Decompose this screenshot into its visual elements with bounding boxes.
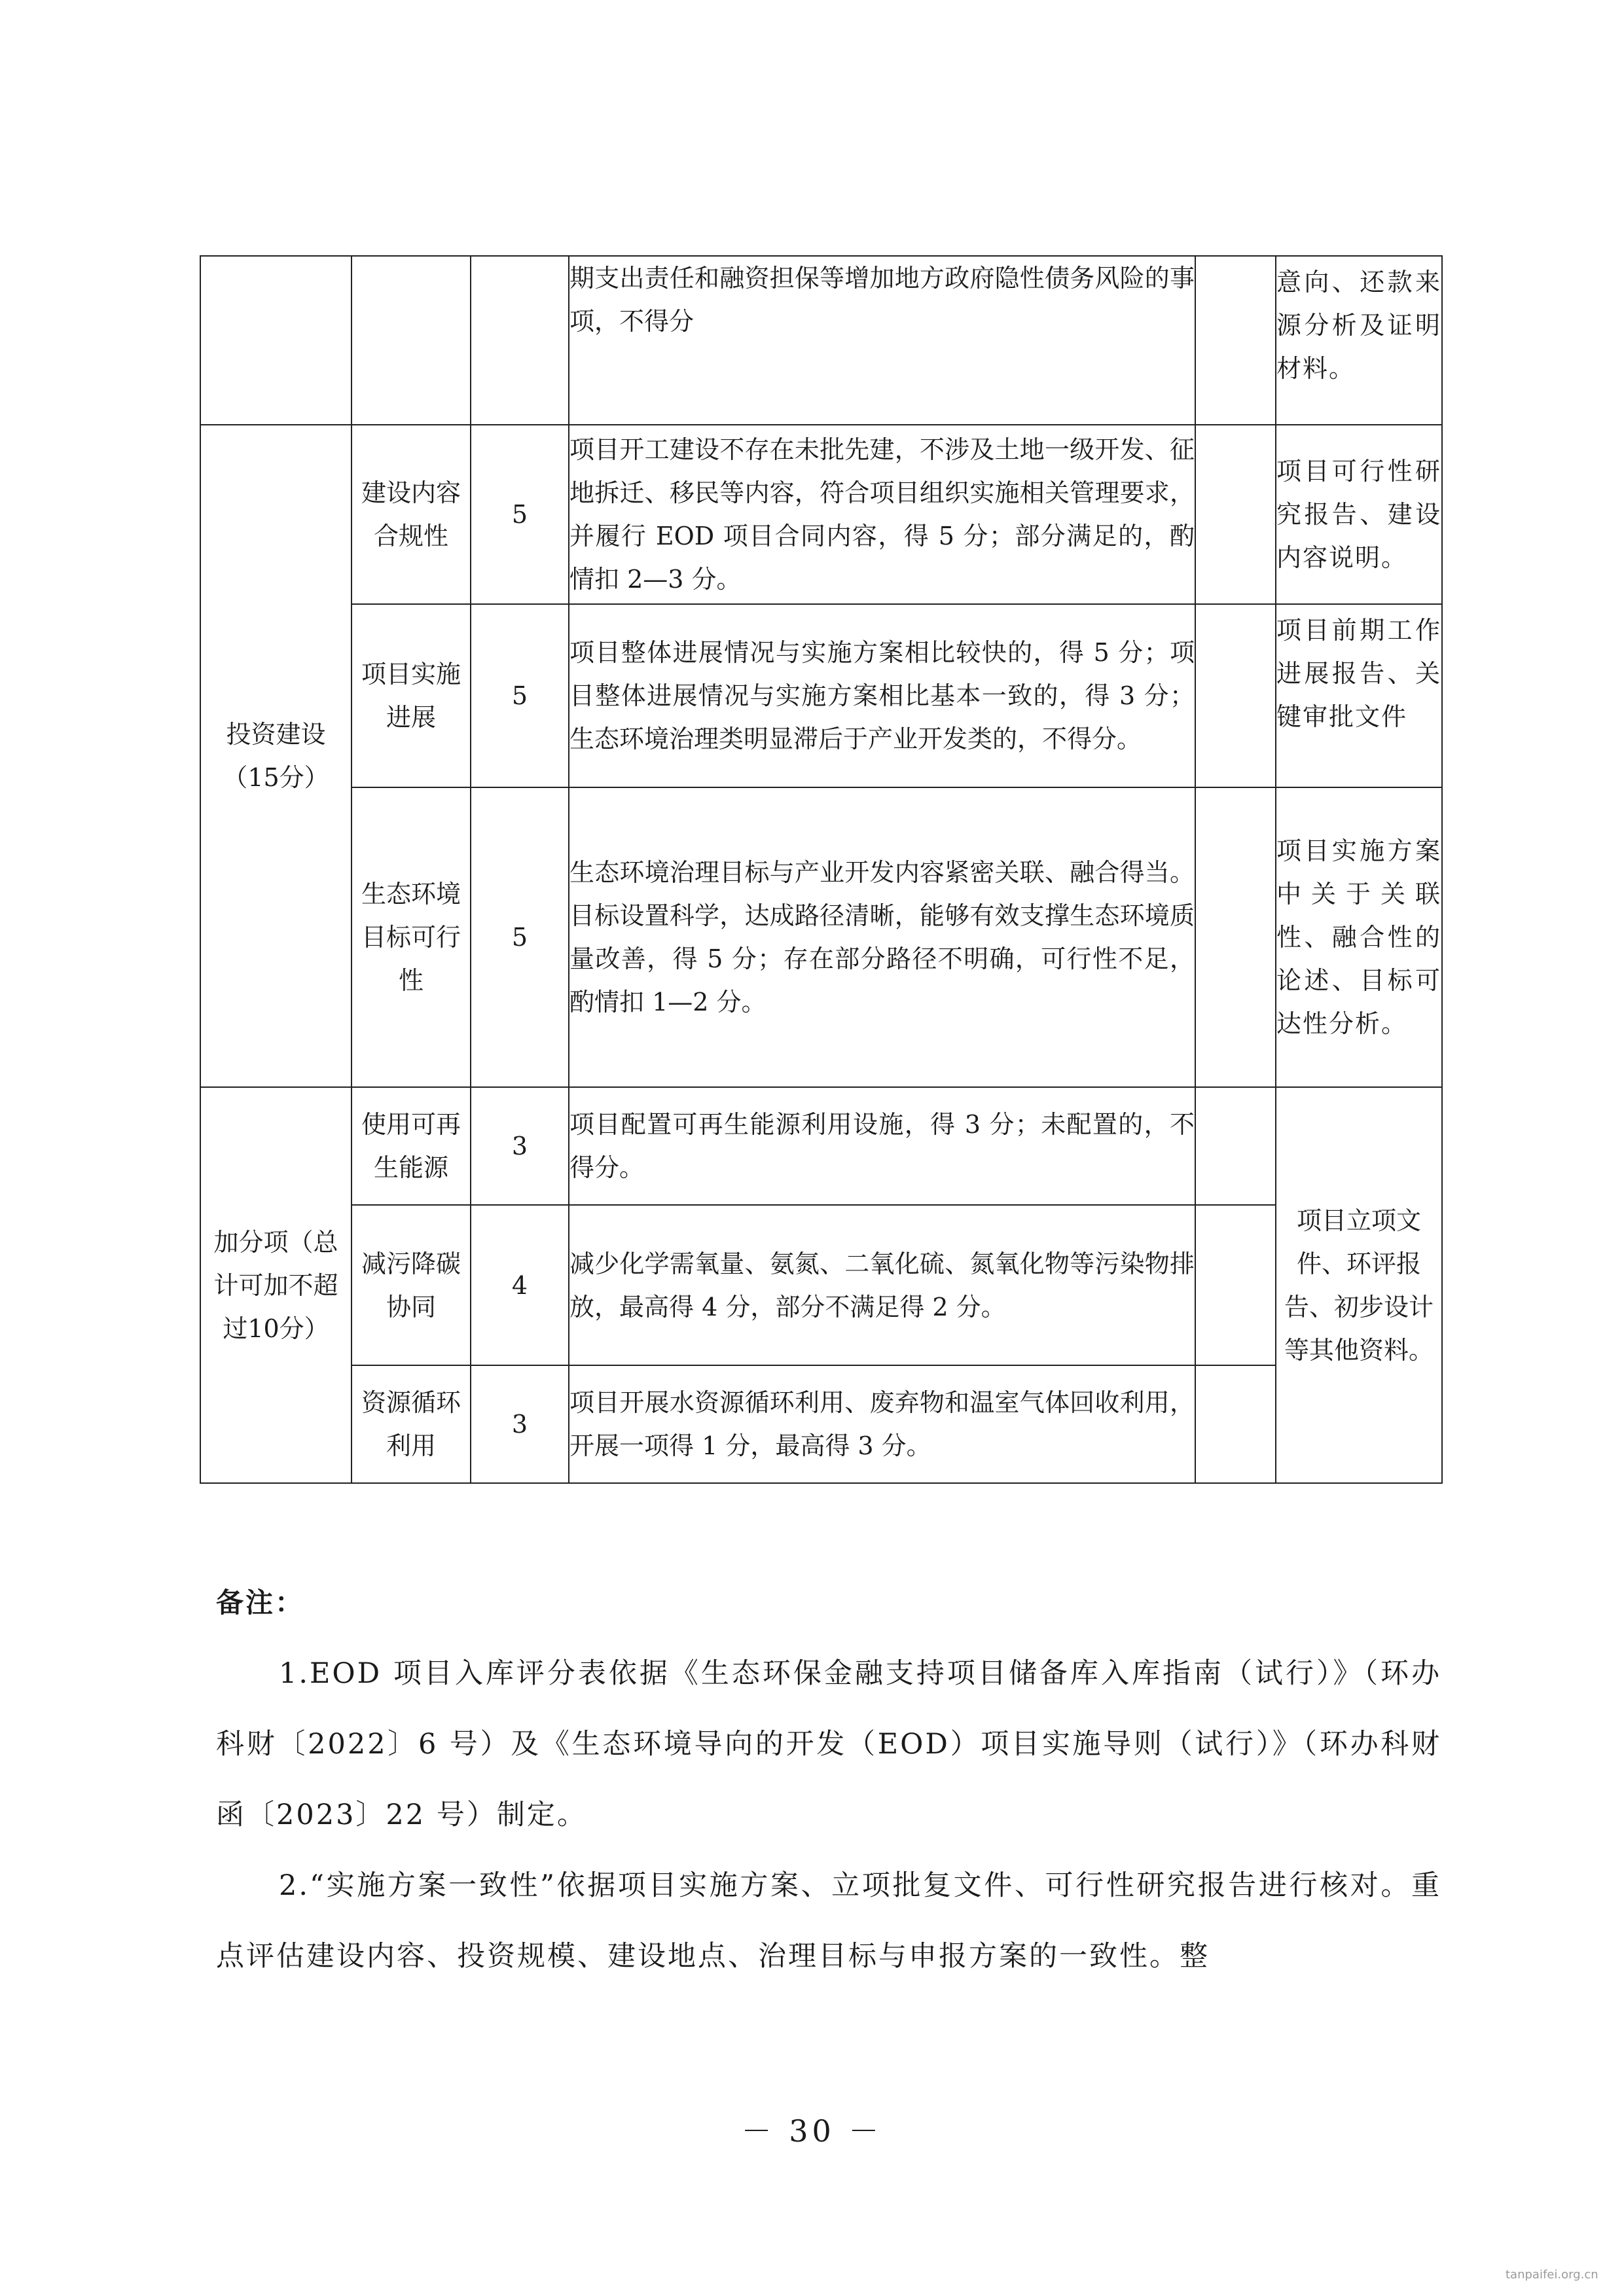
category-label: 投资建设（15分） [223, 720, 329, 792]
table-row [200, 1365, 1442, 1483]
blank-cell [1195, 604, 1276, 787]
points-cell-empty [471, 256, 569, 425]
category-cell-empty [200, 256, 352, 425]
page-number: － 30 － [741, 2113, 883, 2149]
note-paragraph-2: 2.“实施方案一致性”依据项目实施方案、立项批复文件、可行性研究报告进行核对。重点评估建设内容、投资规模、建设地点、治理目标与申报方案的一致性。整 [216, 1869, 1441, 1973]
materials-cell: 意向、还款来源分析及证明材料。 [1276, 256, 1442, 425]
blank-cell [1195, 1087, 1276, 1205]
notes-heading: 备注： [216, 1587, 305, 1619]
points-cell: 5 [471, 604, 569, 787]
item-cell: 生态环境目标可行性 [352, 787, 471, 1087]
points-cell: 3 [471, 1365, 569, 1483]
category-label: 加分项（总计可加不超过10分） [213, 1227, 338, 1343]
notes-section [216, 1568, 1441, 1992]
item-cell: 使用可再生能源 [352, 1087, 471, 1205]
table-row [200, 1087, 1442, 1205]
points-cell: 3 [471, 1087, 569, 1205]
watermark: tanpaifei.org.cn [1506, 2268, 1598, 2282]
blank-cell [1195, 1365, 1276, 1483]
blank-cell [1195, 425, 1276, 604]
blank-cell [1195, 1205, 1276, 1365]
materials-cell: 项目实施方案中关于关联性、融合性的论述、目标可达性分析。 [1276, 787, 1442, 1087]
item-cell: 减污降碳协同 [352, 1205, 471, 1365]
points-cell: 5 [471, 787, 569, 1087]
item-cell-empty [352, 256, 471, 425]
item-cell: 资源循环利用 [352, 1365, 471, 1483]
points-cell: 4 [471, 1205, 569, 1365]
scoring-table [200, 255, 1443, 1484]
blank-cell [1195, 256, 1276, 425]
criteria-cell: 期支出责任和融资担保等增加地方政府隐性债务风险的事项，不得分 [569, 256, 1195, 425]
table-row [200, 787, 1442, 1087]
table-row [200, 604, 1442, 787]
note-paragraph-1: 1.EOD 项目入库评分表依据《生态环保金融支持项目储备库入库指南（试行）》（环办科财〔2022〕6 号）及《生态环境导向的开发（EOD）项目实施导则（试行）》（环办科财函〔2023〕22 号）制定。 [216, 1657, 1441, 1831]
criteria-cell: 减少化学需氧量、氨氮、二氧化硫、氮氧化物等污染物排放，最高得 4 分，部分不满足得 2 分。 [569, 1205, 1195, 1365]
category-cell-bonus [200, 1087, 352, 1483]
table-row-continued [200, 256, 1442, 425]
blank-cell [1195, 787, 1276, 1087]
category-cell-investment [200, 425, 352, 1087]
criteria-cell: 项目开工建设不存在未批先建，不涉及土地一级开发、征地拆迁、移民等内容，符合项目组织实施相关管理要求，并履行 EOD 项目合同内容，得 5 分；部分满足的，酌情扣 2—3 分。 [569, 425, 1195, 604]
criteria-cell: 项目开展水资源循环利用、废弃物和温室气体回收利用，开展一项得 1 分，最高得 3 分。 [569, 1365, 1195, 1483]
materials-cell-bonus: 项目立项文件、环评报告、初步设计等其他资料。 [1276, 1087, 1442, 1483]
table-row [200, 425, 1442, 604]
criteria-cell: 项目配置可再生能源利用设施，得 3 分；未配置的，不得分。 [569, 1087, 1195, 1205]
points-cell: 5 [471, 425, 569, 604]
table-row [200, 1205, 1442, 1365]
criteria-cell: 生态环境治理目标与产业开发内容紧密关联、融合得当。目标设置科学，达成路径清晰，能够有效支撑生态环境质量改善，得 5 分；存在部分路径不明确，可行性不足，酌情扣 1—2 分。 [569, 787, 1195, 1087]
item-cell: 建设内容合规性 [352, 425, 471, 604]
criteria-cell: 项目整体进展情况与实施方案相比较快的，得 5 分；项目整体进展情况与实施方案相比基本一致的，得 3 分；生态环境治理类明显滞后于产业开发类的，不得分。 [569, 604, 1195, 787]
materials-cell: 项目可行性研究报告、建设内容说明。 [1276, 425, 1442, 604]
materials-cell: 项目前期工作进展报告、关键审批文件 [1276, 604, 1442, 787]
item-cell: 项目实施进展 [352, 604, 471, 787]
